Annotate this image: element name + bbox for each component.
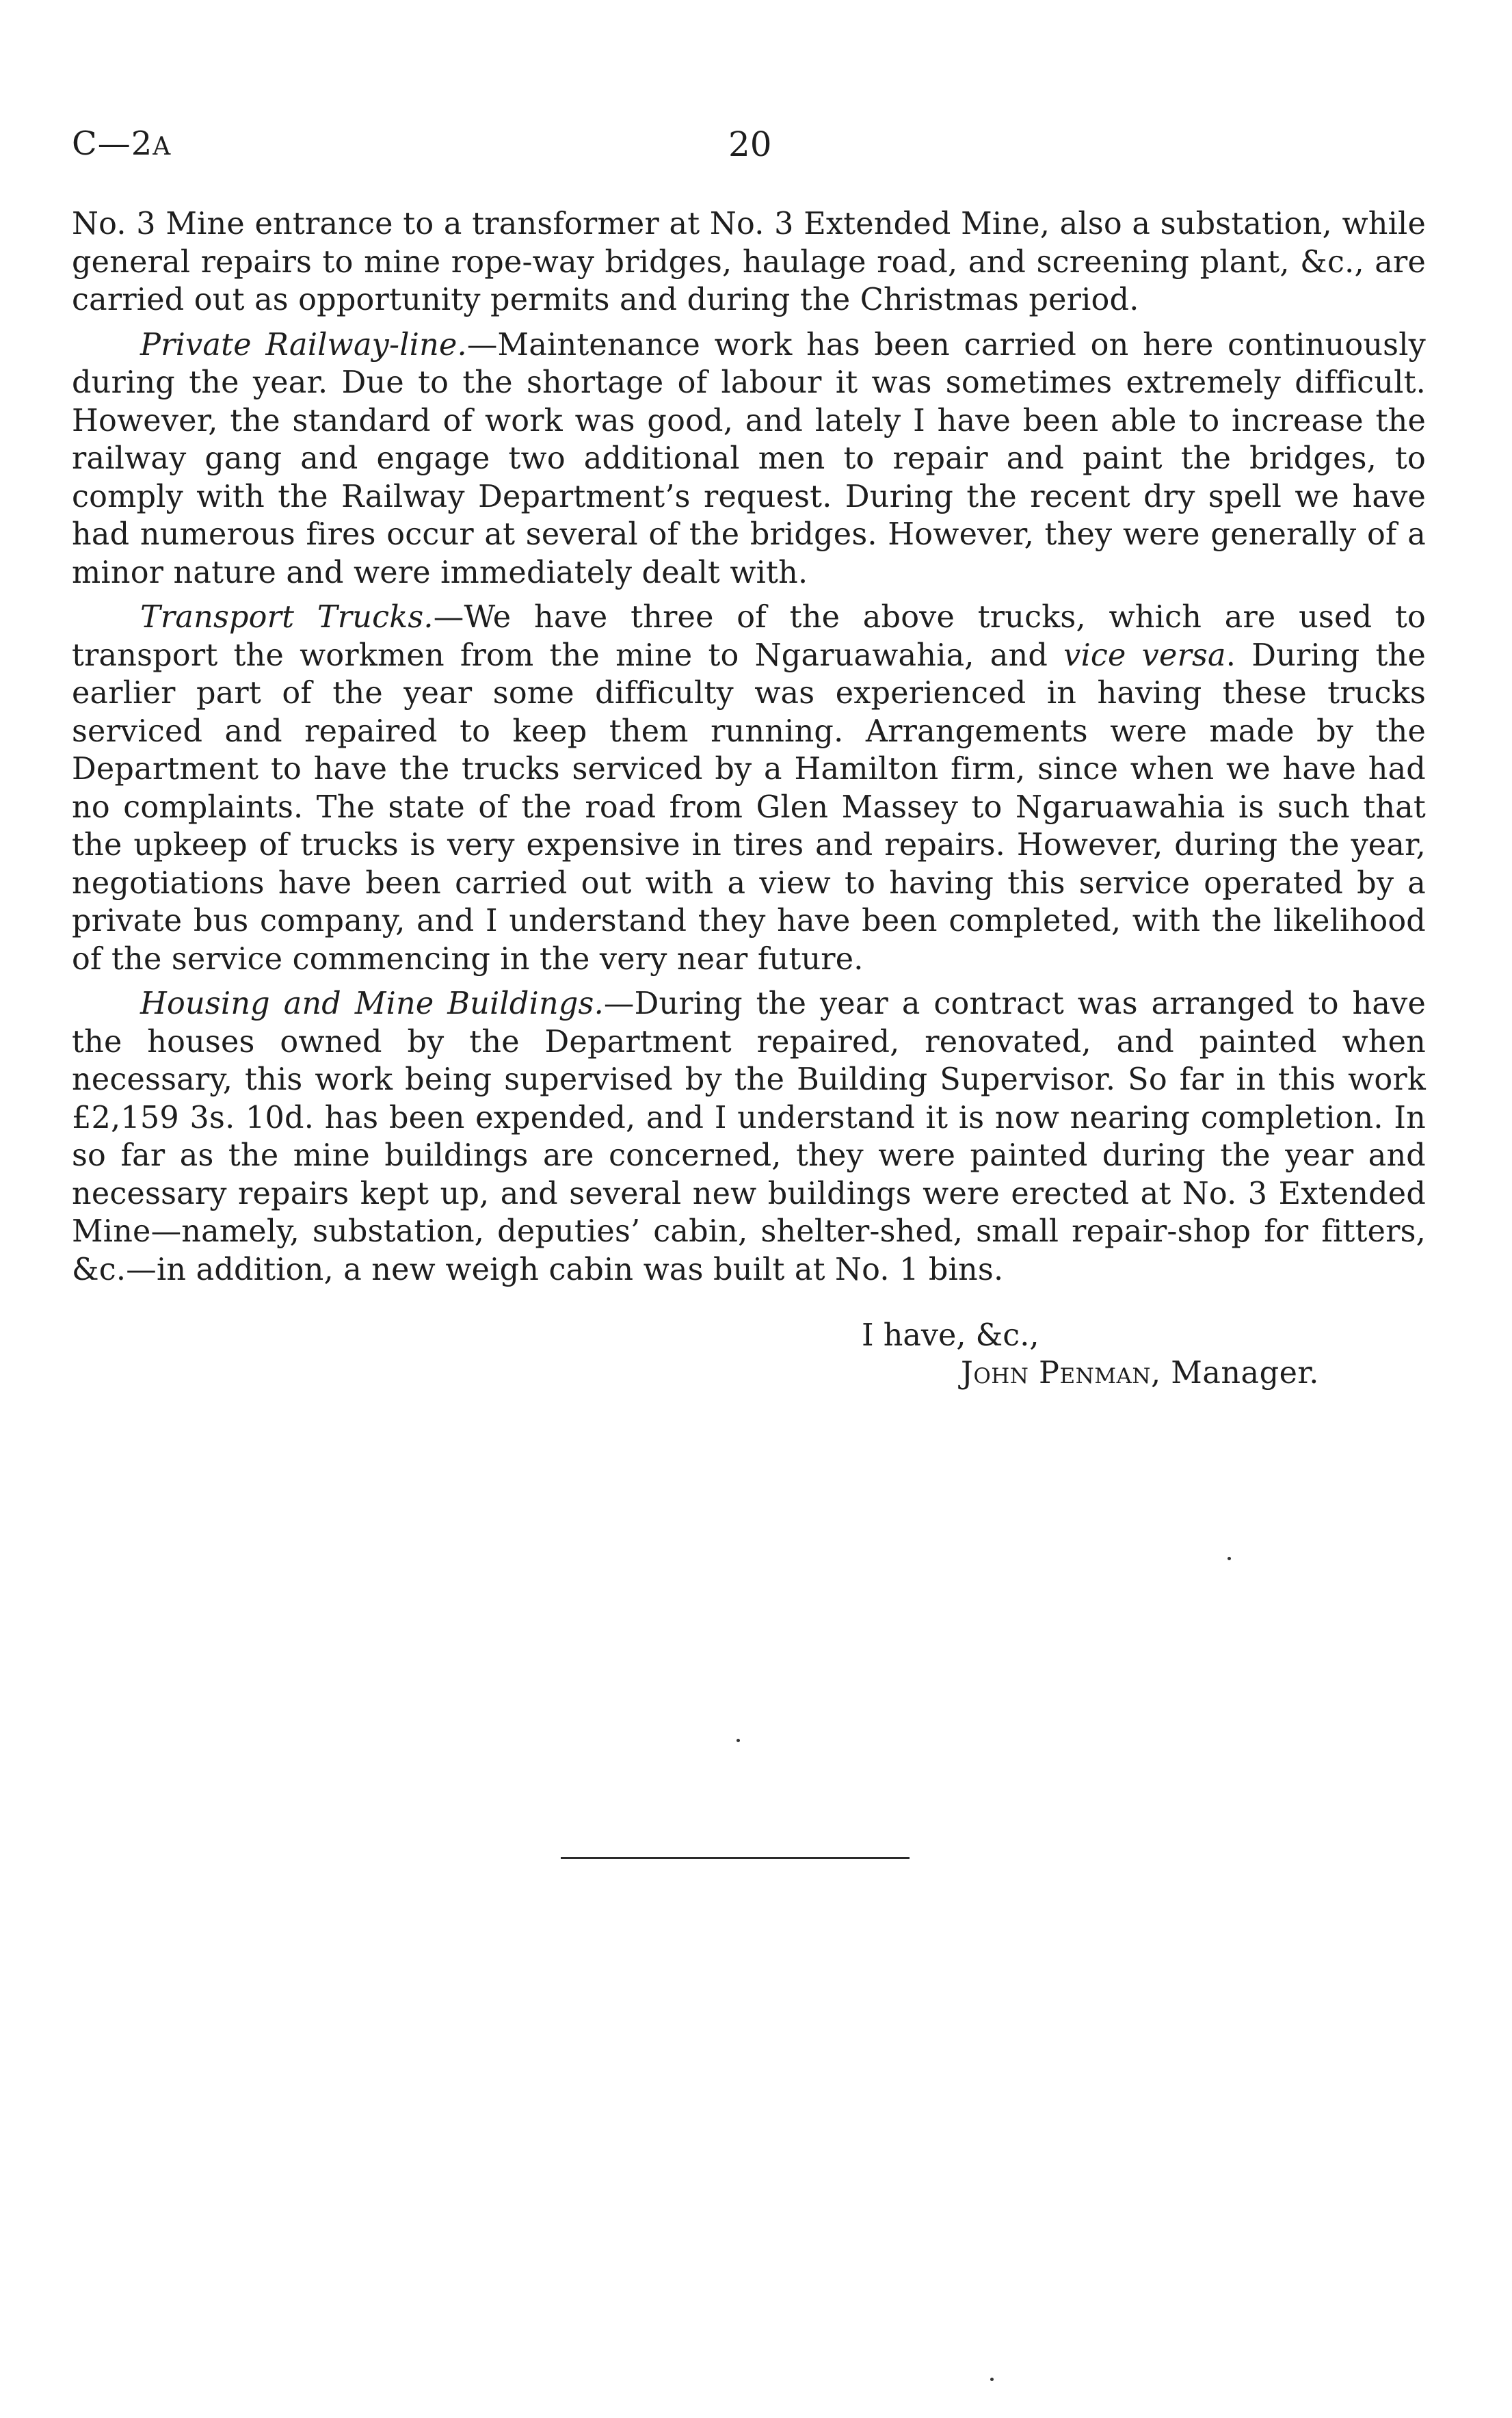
paragraph-text: No. 3 Mine entrance to a transformer at No. 3 Extended Mine, also a substation, while general repairs to mine rope-way bridges, haulage road, and screening plant, &c., are carried out as opportunity permits and during the Christmas period. [72,207,1426,317]
paragraph-housing-buildings [72,985,1426,1289]
document-reference [72,124,171,163]
italic-phrase-vice-versa: vice versa [1063,638,1226,673]
doc-ref-main: C—2 [72,124,153,163]
report-body [72,205,1426,1296]
page-number: 20 [728,124,772,164]
signature-line [862,1354,1319,1392]
paragraph-transport-trucks [72,599,1426,978]
doc-ref-suffix: A [152,133,172,161]
section-heading-private-railway: Private Railway-line. [140,327,467,363]
section-heading-transport-trucks: Transport Trucks. [140,600,434,635]
print-speck [990,2378,994,2381]
paragraph-text-part2: . During the earlier part of the year some difficulty was experienced in having these trucks serviced and repaired to keep them running. Arrangements were made by the Department to have the trucks serviced by a Hamilton firm, since when we have had no complaints. The state of the road from Glen Massey to Ngaruawahia is such that the upkeep of trucks is very expensive in tires and repairs. However, during the year, negotiations have been carried out with a view to having this service operated by a private bus company, and I understand they have been completed, with the likelihood of the service commencing in the very near future. [72,638,1427,977]
paragraph-text: —Maintenance work has been carried on here continuously during the year. Due to the shortage of labour it was sometimes extremely difficult. However, the standard of work was good, and lately I have been able to increase the railway gang and engage two additional men to repair and paint the bridges, to comply with the Railway Department’s request. During the recent dry spell we have had numerous fires occur at several of the bridges. However, they were generally of a minor nature and were immediately dealt with. [72,327,1426,590]
paragraph-text: —During the year a contract was arranged to have the houses owned by the Department repaired, renovated, and painted when necessary, this work being supervised by the Building Supervisor. So far in this work £2,159 3s. 10d. has been expended, and I understand it is now nearing completion. In so far as the mine buildings are concerned, they were painted during the year and necessary repairs kept up, and several new buildings were erected at No. 3 Extended Mine—namely, substation, deputies’ cabin, shelter-shed, small repair-shop for fitters, &c.—in addition, a new weigh cabin was built at No. 1 bins. [72,986,1427,1287]
paragraph-continuation [72,205,1426,319]
letter-closing [862,1317,1319,1392]
paragraph-private-railway [72,326,1426,592]
section-heading-housing-buildings: Housing and Mine Buildings. [140,986,604,1021]
end-rule-divider [561,1857,910,1859]
signatory-name: John Penman [961,1356,1152,1391]
signatory-title: , Manager. [1151,1356,1319,1391]
page-header [72,124,1440,166]
closing-salutation: I have, &c., [862,1318,1039,1353]
print-speck [1228,1557,1231,1560]
paragraph-text-part1: —We have three of the above trucks, which are used to transport the workmen from the mine to Ngaruawahia, and [72,600,1426,673]
print-speck [737,1739,740,1742]
